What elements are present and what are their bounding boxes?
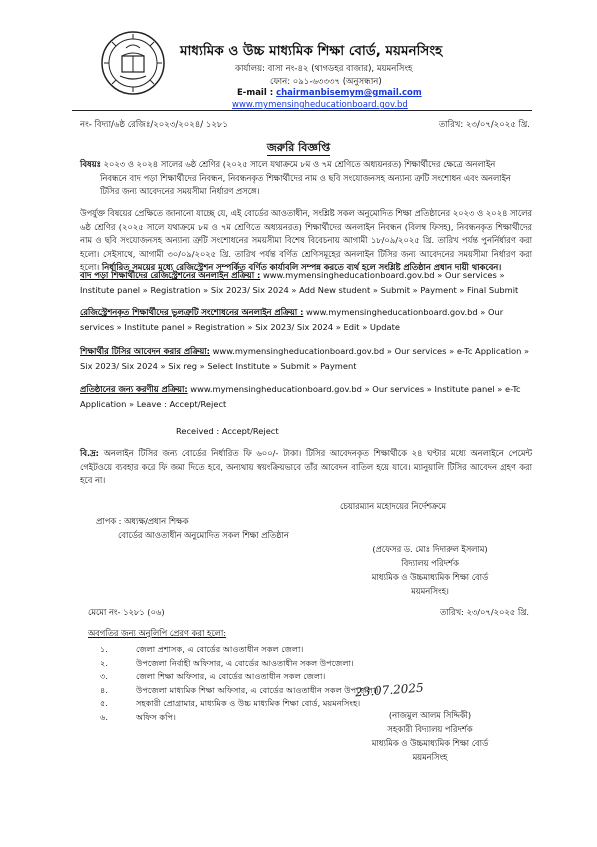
list-item-number: ৫.: [100, 698, 108, 708]
signatory-name: (প্রফেসর ড. মোঃ দিদারুল ইসলাম): [372, 544, 488, 554]
reference-line: [80, 118, 530, 132]
signatory2-city: ময়মনসিংহ: [412, 752, 448, 762]
signatory-title: বিদ্যালয় পরিদর্শক: [401, 558, 459, 568]
signatory-city: ময়মনসিংহ।: [411, 586, 449, 596]
signatory2-title: সহকারী বিদ্যালয় পরিদর্শক: [387, 724, 473, 734]
signatory-board: মাধ্যমিক ও উচ্চমাধ্যমিক শিক্ষা বোর্ড: [371, 572, 489, 582]
list-item: [100, 684, 378, 698]
list-item-number: ২.: [100, 657, 108, 668]
subject-line-1: ২০২৩ ও ২০২৪ সালের ৬ষ্ঠ শ্রেণির (২০২৫ সালে যথাক্রমে ৮ম ও ৭ম শ্রেণিতে অধ্যয়নরত) শিক্ষার্থীদের ক্ষেত্রে অনলাইন: [103, 159, 496, 169]
signatory2-board: মাধ্যমিক ও উচ্চমাধ্যমিক শিক্ষা বোর্ড: [371, 738, 489, 748]
procedure-4-heading: প্রতিষ্ঠানের জন্য করণীয় প্রক্রিয়া:: [80, 384, 188, 394]
received-line: Received : Accept/Reject: [176, 426, 279, 436]
recipient-label: প্রাপক : অধ্যক্ষ/প্রধান শিক্ষক: [96, 516, 189, 526]
header-rule: [72, 110, 532, 111]
phone-number: ফোন: ০৯১-৬৩৩৩৭ (অনুসন্ধান): [270, 77, 382, 87]
procedure-3: [80, 344, 532, 374]
list-item-text: সহকারী প্রোগ্রামার, মাধ্যমিক ও উচ্চ মাধ্যমিক শিক্ষা বোর্ড, ময়মনসিংহ।: [136, 698, 361, 708]
memo2-number: মেমো নং- ১২৮১ (০৬): [88, 607, 165, 617]
email-line: [237, 88, 422, 98]
procedure-2-heading: রেজিস্ট্রেশনকৃত শিক্ষার্থীদের ভুলত্রুটি সংশোধনের অনলাইন প্রক্রিয়া :: [80, 307, 304, 317]
list-item-number: ৪.: [100, 684, 108, 695]
chairman-order: চেয়ারম্যান মহোদয়ের নির্দেশক্রমে: [340, 501, 447, 511]
subject-block: [80, 158, 532, 199]
note-block: [80, 447, 532, 488]
list-item-text: জেলা শিক্ষা অফিসার, এ বোর্ডের আওতাধীন সকল জেলা।: [136, 671, 326, 681]
procedure-3-text: www.mymensingheducationboard.gov.bd » Our services » e-Tc Application » Six 2023/ Six 2024 » Six reg » Select Institute » Submit » Payment: [80, 346, 530, 371]
website-link[interactable]: www.mymensingheducationboard.gov.bd: [232, 100, 408, 110]
procedure-2-text: www.mymensingheducationboard.gov.bd » Our services » Institute panel » Registration » Six 2023/ Six 2024 » Edit » Update: [80, 307, 504, 332]
body-part-1: উপর্যুক্ত বিষয়ের প্রেক্ষিতে জানানো যাচ্ছে যে, এই বোর্ডের আওতাধীন, সংশ্লিষ্ট সকল অনুমোদিত শিক্ষা প্রতিষ্ঠানের ২০২৩ ও ২০২৪ সালের ৬ষ্ঠ শ্রেণির (২০২৫ সালে যথাক্রমে ৮ম ও ৭ম শ্রেণিতে অধ্যয়নরত) শিক্ষার্থীদের অনলাইন নিবন্ধন (বিলম্ব ফিসহ), নিবন্ধনকৃত শিক্ষার্থীদের নাম ও ছবি সংযোজনসহ অন্যান্য ত্রুটি সংশোধনের সময়সীমা বিশেষ বিবেচনায় আগামী ১৮/০৯/২০২৫ খ্রি. তারিখ পর্যন্ত পুনর্নির্ধারণ করা হলো। সেইসাথে, আগামী ৩০/০৯/২০২৫ খ্রি. তারিখ পর্যন্ত বর্ণিত শ্রেণিসমূহের অনলাইন টিসির জন্য আবেদনের সময়সীমা নির্ধারণ করা হলো।: [80, 208, 532, 273]
procedure-1-heading: বাদ পড়া শিক্ষার্থীদের রেজিস্ট্রেশনের অনলাইন প্রক্রিয়া :: [80, 270, 261, 280]
list-item-text: অফিস কপি।: [136, 711, 176, 722]
list-item: [100, 657, 378, 671]
note-label: বি.দ্র:: [80, 448, 99, 458]
procedure-1: [80, 268, 532, 298]
org-name: মাধ্যমিক ও উচ্চ মাধ্যমিক শিক্ষা বোর্ড, ময়মনসিংহ: [180, 43, 443, 59]
procedure-2: [80, 305, 532, 335]
list-item-text: উপজেলা মাধ্যমিক শিক্ষা অফিসার, এ বোর্ডের আওতাধীন সকল উপজেলা।: [136, 684, 379, 695]
list-item-number: ৬.: [100, 711, 108, 722]
notice-title: [0, 139, 597, 158]
board-seal-logo: [100, 30, 166, 96]
signatory-block: [330, 542, 530, 598]
list-item-number: ১.: [100, 644, 108, 654]
signatory2-block: [330, 708, 530, 764]
body-part-2: নির্ধারিত সময়ের মধ্যে রেজিস্ট্রেশন সম্পর্কিত বর্ণিত কার্যাবলি সম্পন্ন করতে ব্যর্থ হলে সংশ্লিষ্ট প্রতিষ্ঠান প্রধান দায়ী থাকবেন।: [101, 262, 502, 273]
handwritten-date: 23.07.2025: [354, 680, 425, 700]
procedure-1-text: www.mymensingheducationboard.gov.bd » Our services » Institute panel » Registration » Six 2023/ Six 2024 » Add New student » Submit » Payment » Final Submit: [80, 270, 519, 295]
email-label: E-mail :: [237, 88, 274, 98]
procedure-4: [80, 382, 532, 412]
list-item: [100, 643, 378, 657]
subject-label: বিষয়ঃ: [80, 159, 101, 169]
memo2-date: তারিখ: ২৩/০৭/২০২৫ খ্রি.: [440, 607, 530, 617]
memo-number: নং- বিদ্যা/৬ষ্ঠ রেজিঃ/২০২৩/২০২৪/ ১২৮১: [80, 120, 228, 130]
list-item-number: ৩.: [100, 671, 108, 681]
body-paragraph: [80, 207, 532, 275]
signatory2-name: (নাজমুল আলম সিদ্দিকী): [388, 710, 472, 720]
recipient-line-2: বোর্ডের আওতাধীন অনুমোদিত সকল শিক্ষা প্রতিষ্ঠান: [118, 530, 289, 540]
copies-heading: অবগতির জন্য অনুলিপি প্রেরণ করা হলো:: [88, 628, 227, 638]
subject-line-3: টিসির জন্য আবেদনের সময়সীমা নির্ধারণ প্রসঙ্গে।: [100, 186, 260, 197]
memo-date: তারিখ: ২৩/০৭/২০২৫ খ্রি.: [438, 120, 530, 130]
list-item-text: উপজেলা নির্বাহী অফিসার, এ বোর্ডের আওতাধীন সকল উপজেলা।: [136, 657, 354, 668]
notice-title-text: জরুরি বিজ্ঞপ্তি: [266, 141, 331, 154]
subject-line-2: নিবন্ধনে বাদ পড়া শিক্ষার্থীদের নিবন্ধন, নিবন্ধনকৃত শিক্ষার্থীদের নাম ও ছবি সংযোজনসহ অন্যান্য ত্রুটি সংশোধন এবং অনলাইন: [100, 172, 511, 183]
procedure-3-heading: শিক্ষার্থীর টিসির আবেদন করার প্রক্রিয়া:: [80, 346, 210, 356]
office-address: কার্যালয়: বাসা নং-৪২ (থাগডহর বাজার), ময়মনসিংহ: [235, 64, 413, 74]
list-item: [100, 670, 378, 684]
procedure-4-text: www.mymensingheducationboard.gov.bd » Our services » Institute panel » e-Tc Application » Leave : Accept/Reject: [80, 384, 521, 409]
list-item-text: জেলা প্রশাসক, এ বোর্ডের আওতাধীন সকল জেলা।: [136, 644, 304, 654]
note-text: অনলাইন টিসির জন্য বোর্ডের নির্ধারিত ফি ৬০০/- টাকা। টিসির আবেদনকৃত শিক্ষার্থীকে ২৪ ঘণ্টার মধ্যে অনলাইনে পেমেন্ট গেইটওয়ে ব্যবহার করে ফি জমা দিতে হবে, অন্যথায় স্বয়ংক্রিয়ভাবে তাঁর আবেদন বাতিল হয়ে যাবে। ম্যানুয়ালি টিসির আবেদন গ্রহণ করা হবে না।: [80, 448, 532, 486]
email-link[interactable]: chairmanbisemym@gmail.com: [276, 88, 422, 98]
